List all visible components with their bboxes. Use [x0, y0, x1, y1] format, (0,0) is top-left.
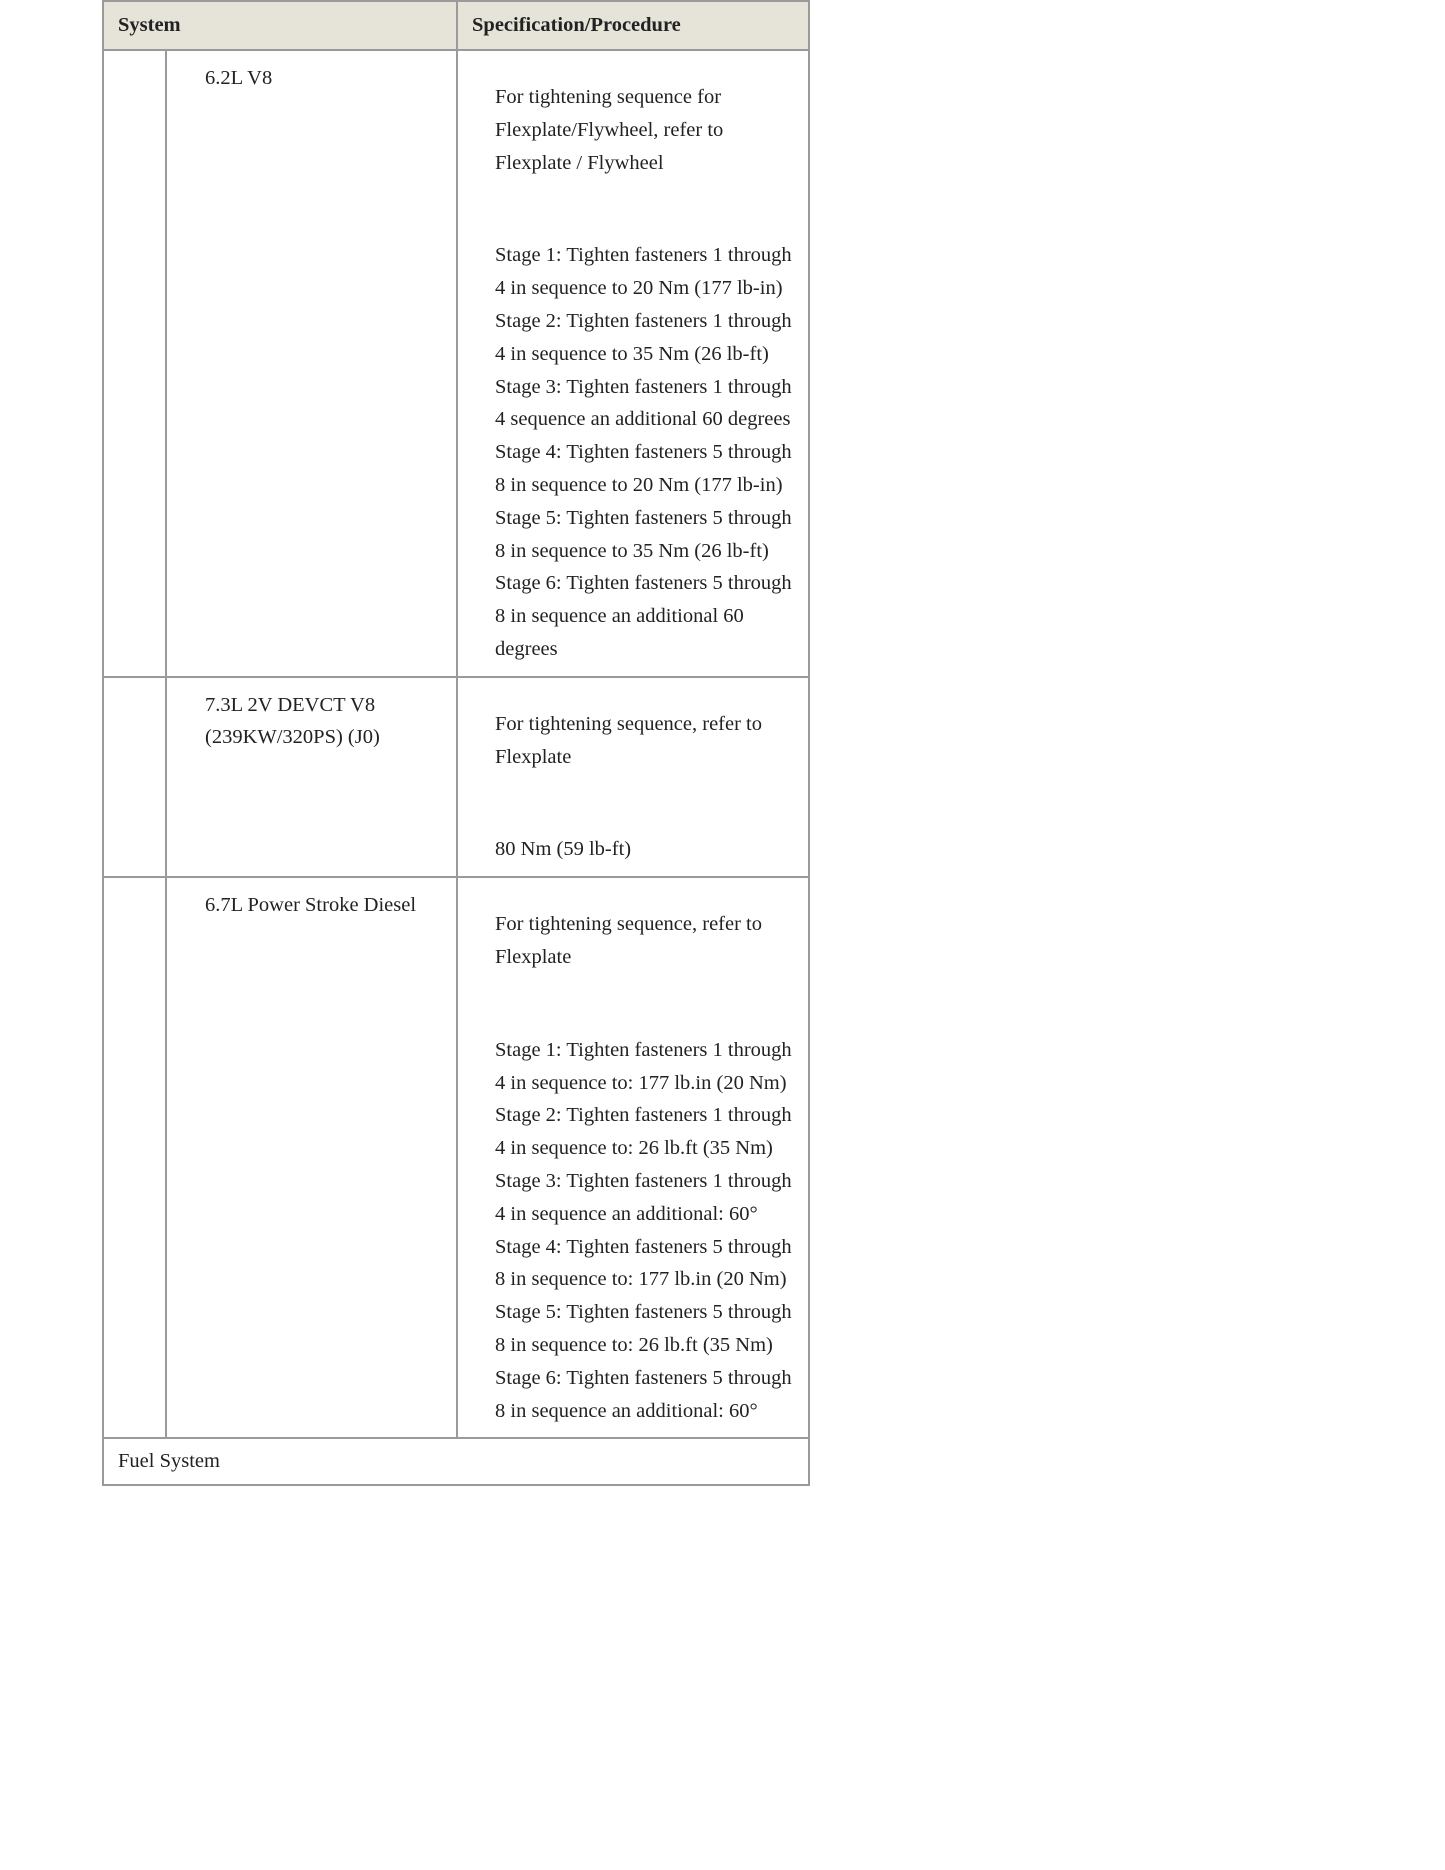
spec-note: For tightening sequence, refer to Flexplate — [495, 913, 762, 968]
spec-stage: 80 Nm (59 lb-ft) — [495, 838, 632, 861]
indent-cell — [103, 50, 166, 677]
spec-stage: Stage 1: Tighten fasteners 1 through 4 in sequence to: 177 lb.in (20 Nm) — [495, 1038, 792, 1094]
table-body — [103, 50, 809, 1485]
spec-cell — [457, 677, 809, 877]
spec-stage: Stage 5: Tighten fasteners 5 through 8 in sequence to 35 Nm (26 lb-ft) — [495, 506, 792, 562]
spec-stage: Stage 6: Tighten fasteners 5 through 8 in sequence an additional: 60° — [495, 1366, 792, 1422]
spec-stage: Stage 4: Tighten fasteners 5 through 8 in sequence to: 177 lb.in (20 Nm) — [495, 1235, 792, 1291]
table-row — [103, 50, 809, 677]
indent-cell — [103, 677, 166, 877]
table-row — [103, 677, 809, 877]
table-header — [103, 1, 809, 50]
spec-stage: Stage 3: Tighten fasteners 1 through 4 in sequence an additional: 60° — [495, 1169, 792, 1225]
header-row — [103, 1, 809, 50]
system-cell: 7.3L 2V DEVCT V8 (239KW/320PS) (J0) — [166, 677, 457, 877]
header-spec: Specification/Procedure — [457, 1, 809, 50]
header-system: System — [103, 1, 457, 50]
spec-stage: Stage 6: Tighten fasteners 5 through 8 in sequence an additional 60 degrees — [495, 572, 792, 660]
spec-note: For tightening sequence for Flexplate/Flywheel, refer to Flexplate / Flywheel — [495, 86, 724, 174]
spec-cell — [457, 50, 809, 677]
spec-note: For tightening sequence, refer to Flexplate — [495, 712, 762, 768]
spec-table — [102, 0, 810, 1486]
table-row — [103, 877, 809, 1438]
spec-stage: Stage 3: Tighten fasteners 1 through 4 sequence an additional 60 degrees — [495, 375, 792, 431]
spec-stage: Stage 2: Tighten fasteners 1 through 4 in sequence to: 26 lb.ft (35 Nm) — [495, 1104, 792, 1160]
spec-spacer — [495, 773, 796, 833]
spec-stage: Stage 1: Tighten fasteners 1 through 4 in sequence to 20 Nm (177 lb-in) — [495, 244, 792, 300]
spec-spacer — [495, 179, 796, 239]
indent-cell — [103, 877, 166, 1438]
spec-spacer — [495, 974, 796, 1034]
spec-cell — [457, 877, 809, 1438]
spec-stage: Stage 2: Tighten fasteners 1 through 4 in sequence to 35 Nm (26 lb-ft) — [495, 309, 792, 365]
spec-stage: Stage 5: Tighten fasteners 5 through 8 in sequence to: 26 lb.ft (35 Nm) — [495, 1301, 792, 1356]
system-cell: 6.7L Power Stroke Diesel — [166, 877, 457, 1438]
fuel-system-row — [103, 1438, 809, 1485]
fuel-system-cell: Fuel System — [103, 1438, 809, 1485]
system-cell: 6.2L V8 — [166, 50, 457, 677]
spec-stage: Stage 4: Tighten fasteners 5 through 8 in sequence to 20 Nm (177 lb-in) — [495, 441, 792, 496]
